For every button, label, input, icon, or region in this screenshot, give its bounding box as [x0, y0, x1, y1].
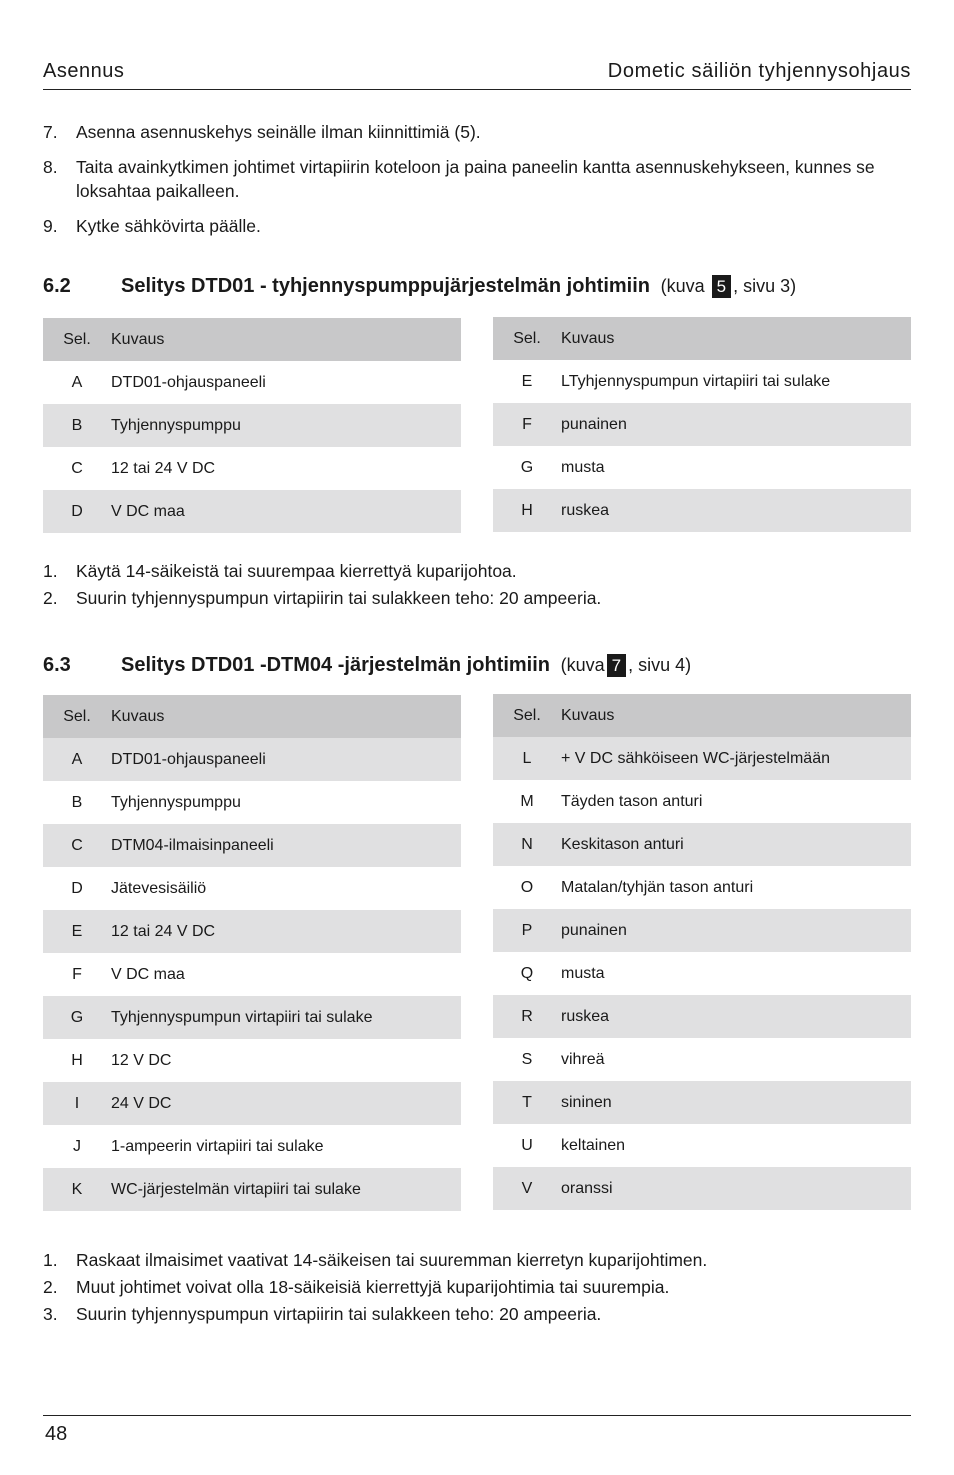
page-header	[43, 60, 911, 90]
ref-suffix: , sivu 3)	[733, 276, 797, 296]
row-desc: ruskea	[561, 995, 911, 1038]
legend-table-6-3-right	[493, 694, 911, 1210]
table-row	[43, 738, 461, 781]
table-row	[493, 866, 911, 909]
row-sel: V	[493, 1167, 561, 1210]
row-desc: DTD01-ohjauspaneeli	[111, 373, 266, 391]
figure-number-box: 7	[607, 654, 626, 677]
row-sel: B	[71, 793, 83, 811]
row-desc: LTyhjennyspumpun virtapiiri tai sulake	[561, 372, 831, 390]
row-sel: O	[520, 878, 534, 896]
row-sel: F	[493, 403, 561, 446]
row-desc: sininen	[561, 1081, 911, 1124]
col-header-sel: Sel.	[493, 317, 561, 360]
note-item	[43, 1274, 903, 1301]
row-sel: U	[521, 1136, 533, 1154]
note-number: 2.	[43, 1277, 58, 1297]
row-sel: B	[43, 404, 111, 447]
row-desc: ruskea	[561, 489, 911, 532]
legend-table-6-2-left	[43, 318, 461, 533]
header-title: Dometic säiliön tyhjennysohjaus	[607, 60, 911, 82]
row-desc: keltainen	[561, 1136, 626, 1154]
table-row	[43, 1168, 461, 1211]
note-number: 1.	[43, 561, 58, 581]
section-number: 6.2	[43, 275, 71, 297]
table-row	[493, 823, 911, 866]
row-desc: Täyden tason anturi	[561, 792, 703, 810]
ref-prefix: (kuva	[560, 655, 605, 675]
table-row	[493, 360, 911, 403]
row-desc: 1-ampeerin virtapiiri tai sulake	[111, 1137, 324, 1155]
col-header-sel: Sel.	[493, 694, 561, 737]
col-header-sel: Sel.	[43, 695, 111, 738]
section-number: 6.3	[43, 654, 71, 676]
table-row	[43, 867, 461, 910]
section-6-3-heading	[43, 654, 691, 677]
step-number: 7.	[43, 122, 58, 142]
table-row	[43, 824, 461, 867]
row-desc: Keskitason anturi	[561, 823, 911, 866]
table-row	[493, 909, 911, 952]
note-number: 2.	[43, 588, 58, 608]
step-number: 8.	[43, 157, 58, 177]
col-header-sel: Sel.	[43, 318, 111, 361]
row-sel: K	[43, 1168, 111, 1211]
step-text: Taita avainkytkimen johtimet virtapiirin koteloon ja paina paneelin kantta asennuskehykseen, kunnes se loksahtaa paikalleen.	[76, 157, 875, 201]
row-desc: vihreä	[561, 1050, 605, 1068]
row-sel: D	[43, 490, 111, 533]
row-desc: Matalan/tyhjän tason anturi	[561, 878, 754, 896]
table-row	[493, 1038, 911, 1081]
row-desc: Tyhjennyspumppu	[111, 404, 461, 447]
row-sel: C	[71, 459, 83, 477]
row-sel: H	[71, 1051, 83, 1069]
row-sel: E	[521, 372, 533, 390]
table-row	[493, 446, 911, 489]
row-desc: 12 tai 24 V DC	[111, 910, 461, 953]
table-row	[43, 361, 461, 404]
step-text: Kytke sähkövirta päälle.	[76, 216, 261, 236]
table-row	[493, 1081, 911, 1124]
row-desc: DTD01-ohjauspaneeli	[111, 738, 461, 781]
header-section: Asennus	[43, 60, 125, 82]
table-header-row	[493, 317, 911, 360]
table-row	[493, 995, 911, 1038]
row-sel: M	[520, 792, 534, 810]
section-6-2-notes	[43, 558, 903, 612]
row-sel: T	[493, 1081, 561, 1124]
row-sel: A	[43, 738, 111, 781]
install-steps	[43, 120, 903, 249]
note-item	[43, 1301, 903, 1328]
row-sel: J	[73, 1137, 81, 1155]
row-desc: V DC maa	[111, 490, 461, 533]
page-footer	[43, 1415, 911, 1445]
row-desc: Tyhjennyspumppu	[111, 793, 241, 811]
section-title: Selitys DTD01 -DTM04 -järjestelmän johtimiin	[121, 654, 550, 676]
row-sel: G	[43, 996, 111, 1039]
col-header-desc: Kuvaus	[561, 694, 911, 737]
table-row	[493, 1124, 911, 1167]
col-header-desc: Kuvaus	[111, 318, 461, 361]
row-desc: oranssi	[561, 1167, 911, 1210]
table-row	[43, 953, 461, 996]
table-row	[43, 1039, 461, 1082]
table-row	[43, 490, 461, 533]
table-row	[493, 489, 911, 532]
row-desc: musta	[561, 458, 605, 476]
table-header-row	[43, 695, 461, 738]
row-sel: S	[521, 1050, 533, 1068]
step-item	[43, 214, 903, 238]
figure-reference	[556, 655, 692, 675]
note-number: 1.	[43, 1250, 58, 1270]
step-item	[43, 120, 903, 144]
row-desc: WC-järjestelmän virtapiiri tai sulake	[111, 1168, 461, 1211]
table-row	[493, 952, 911, 995]
note-text: Raskaat ilmaisimet vaativat 14-säikeisen tai suuremman kierretyn kuparijohtimen.	[76, 1250, 708, 1270]
table-row	[493, 780, 911, 823]
figure-reference	[656, 276, 797, 296]
legend-table-6-2-right	[493, 317, 911, 532]
row-sel: E	[43, 910, 111, 953]
row-sel: R	[493, 995, 561, 1038]
table-row	[43, 781, 461, 824]
table-row	[493, 737, 911, 780]
row-desc: 24 V DC	[111, 1082, 461, 1125]
row-sel: P	[493, 909, 561, 952]
table-row	[43, 1082, 461, 1125]
row-sel: A	[71, 373, 83, 391]
row-desc: + V DC sähköiseen WC-järjestelmään	[561, 737, 911, 780]
note-item	[43, 585, 903, 612]
row-desc: V DC maa	[111, 965, 185, 983]
note-item	[43, 1247, 903, 1274]
row-sel: C	[43, 824, 111, 867]
note-text: Suurin tyhjennyspumpun virtapiirin tai sulakkeen teho: 20 ampeeria.	[76, 588, 602, 608]
col-header-desc: Kuvaus	[561, 317, 911, 360]
legend-table-6-3-left	[43, 695, 461, 1211]
note-number: 3.	[43, 1304, 58, 1324]
ref-suffix: , sivu 4)	[628, 655, 692, 675]
step-item	[43, 155, 903, 203]
row-sel: G	[520, 458, 534, 476]
section-6-3-notes	[43, 1247, 903, 1328]
row-desc: 12 tai 24 V DC	[111, 459, 216, 477]
table-row	[43, 996, 461, 1039]
ref-prefix: (kuva	[660, 276, 705, 296]
table-row	[493, 1167, 911, 1210]
row-sel: H	[493, 489, 561, 532]
row-desc: Jätevesisäiliö	[111, 879, 207, 897]
table-row	[493, 403, 911, 446]
row-desc: punainen	[561, 403, 911, 446]
step-number: 9.	[43, 216, 58, 236]
row-desc: 12 V DC	[111, 1051, 172, 1069]
note-item	[43, 558, 903, 585]
note-text: Suurin tyhjennyspumpun virtapiirin tai sulakkeen teho: 20 ampeeria.	[76, 1304, 602, 1324]
step-text: Asenna asennuskehys seinälle ilman kiinnittimiä (5).	[76, 122, 481, 142]
row-sel: Q	[520, 964, 534, 982]
table-row	[43, 1125, 461, 1168]
table-row	[43, 910, 461, 953]
row-desc: musta	[561, 964, 605, 982]
page-number: 48	[45, 1423, 68, 1445]
row-sel: I	[43, 1082, 111, 1125]
note-text: Käytä 14-säikeistä tai suurempaa kierrettyä kuparijohtoa.	[76, 561, 517, 581]
row-sel: L	[493, 737, 561, 780]
note-text: Muut johtimet voivat olla 18-säikeisiä kierrettyjä kuparijohtimia tai suurempia.	[76, 1277, 670, 1297]
row-desc: punainen	[561, 909, 911, 952]
figure-number-box: 5	[712, 275, 731, 298]
row-desc: Tyhjennyspumpun virtapiiri tai sulake	[111, 996, 461, 1039]
section-6-2-heading	[43, 275, 796, 298]
section-title: Selitys DTD01 - tyhjennyspumppujärjestelmän johtimiin	[121, 275, 650, 297]
row-sel: F	[72, 965, 82, 983]
table-header-row	[43, 318, 461, 361]
table-header-row	[493, 694, 911, 737]
row-sel: D	[71, 879, 83, 897]
row-sel: N	[493, 823, 561, 866]
table-row	[43, 404, 461, 447]
row-desc: DTM04-ilmaisinpaneeli	[111, 824, 461, 867]
table-row	[43, 447, 461, 490]
col-header-desc: Kuvaus	[111, 695, 461, 738]
